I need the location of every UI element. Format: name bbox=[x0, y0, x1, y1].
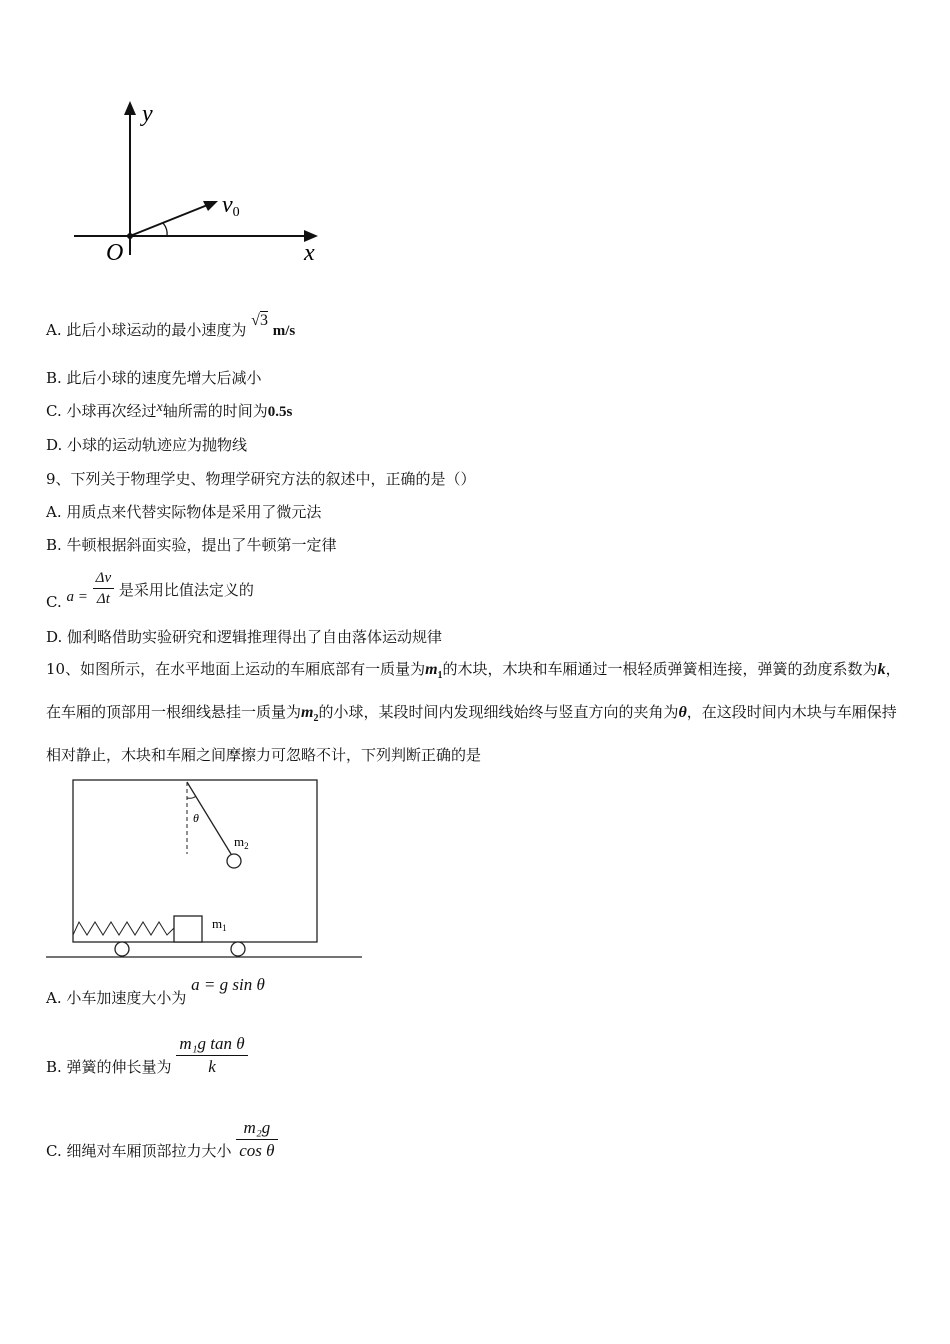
ball-m2 bbox=[227, 854, 241, 868]
tension-fraction: $\frac{\text{m₂g}}{\text{cos θ}}$ bbox=[236, 1117, 277, 1162]
q8-option-d: D. 小球的运动轨迹应为抛物线 bbox=[46, 436, 248, 454]
m1-label: $m_1$ bbox=[212, 916, 227, 933]
angle-arc bbox=[163, 223, 167, 236]
block-m1 bbox=[174, 916, 202, 942]
acceleration-fraction: $\frac{\Delta v}{\Delta t}$ bbox=[93, 568, 114, 609]
origin-label: O bbox=[106, 240, 124, 266]
q9-option-b: B. 牛顿根据斜面实验，提出了牛顿第一定律 bbox=[46, 536, 337, 554]
q9-option-c: C. a = $\frac{\Delta v}{\Delta t}$ 是采用比值法定义的 bbox=[46, 570, 254, 611]
m2-label: $m_2$ bbox=[234, 834, 249, 851]
v0-vector bbox=[130, 204, 210, 236]
q9-option-d: D. 伽利略借助实验研究和逻辑推理得出了自由落体运动规律 bbox=[46, 628, 443, 646]
theta-label: θ bbox=[193, 811, 199, 825]
x-label: x bbox=[304, 240, 315, 266]
q9-option-a: A. 用质点来代替实际物体是采用了微元法 bbox=[46, 503, 322, 521]
q8-option-b: B. 此后小球的速度先增大后减小 bbox=[46, 369, 262, 387]
q8-option-c: C. 小球再次经过x轴所需的时间为0.5s bbox=[46, 400, 293, 420]
sqrt-expression: √3 bbox=[251, 312, 268, 329]
q10-option-c: C. 细绳对车厢顶部拉力大小 $\frac{\text{m₂g}}{\text{cos θ}}$ bbox=[46, 1117, 278, 1165]
q10-stem: 10、如图所示，在水平地面上运动的车厢底部有一质量为$m_1$的木块，木块和车厢通过一根轻质弹簧相连接，弹簧的劲度系数为k，在车厢的顶部用一根细线悬挂一质量为$m_2$的小球，某段时间内发现细线始终与竖直方向的夹角为θ，在这段时间内木块与车厢保持相对静止，木块和车厢之间摩擦力可忽略不计，下列判断正确的是 bbox=[46, 660, 901, 764]
wheel-left bbox=[115, 942, 129, 956]
wheel-right bbox=[231, 942, 245, 956]
y-label: y bbox=[142, 101, 153, 127]
q9-stem: 9、下列关于物理学史、物理学研究方法的叙述中，正确的是（） bbox=[46, 470, 476, 488]
elongation-fraction: $\frac{\text{m₁g tan θ}}{k}$ bbox=[176, 1033, 247, 1078]
carriage-figure bbox=[44, 770, 364, 962]
v0-label: v0 bbox=[222, 192, 240, 220]
y-axis-arrow bbox=[124, 101, 136, 115]
velocity-axes-figure bbox=[60, 95, 330, 275]
accel-formula: a = g sin θ bbox=[191, 975, 265, 994]
q10-option-a: A. 小车加速度大小为 a = g sin θ bbox=[46, 975, 265, 1007]
theta-arc bbox=[187, 796, 196, 798]
spring bbox=[73, 922, 174, 935]
origin-dot bbox=[127, 233, 133, 239]
q8-option-a: A. 此后小球运动的最小速度为 √3 m/s bbox=[46, 312, 296, 339]
q10-option-b: B. 弹簧的伸长量为 $\frac{\text{m₁g tan θ}}{k}$ bbox=[46, 1033, 248, 1081]
